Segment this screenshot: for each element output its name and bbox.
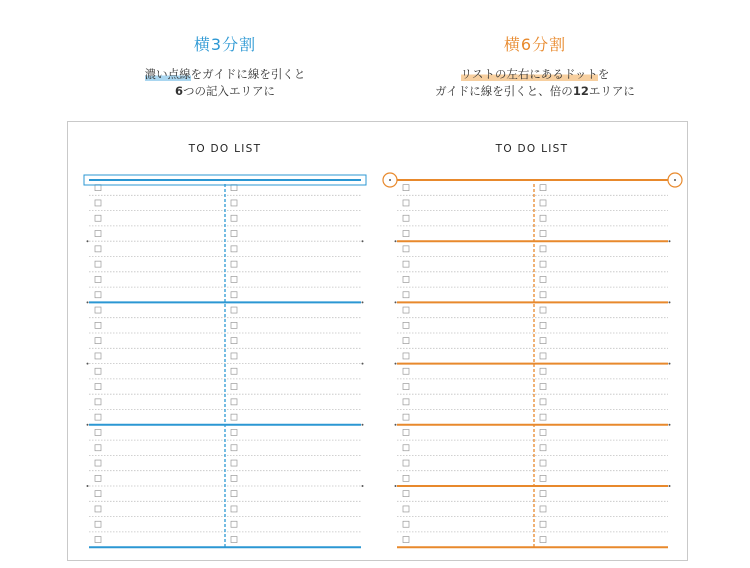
checkbox-icon (540, 307, 546, 313)
guide-dot (87, 363, 89, 365)
checkbox-icon (95, 414, 101, 420)
checkbox-icon (540, 445, 546, 451)
checkbox-icon (95, 475, 101, 481)
guide-dot (674, 179, 676, 181)
checkbox-icon (231, 200, 237, 206)
checkbox-icon (231, 491, 237, 497)
checkbox-icon (540, 292, 546, 298)
checkbox-icon (231, 292, 237, 298)
checkbox-icon (95, 292, 101, 298)
checkbox-icon (403, 322, 409, 328)
checkbox-icon (231, 399, 237, 405)
checkbox-icon (231, 322, 237, 328)
checkbox-icon (540, 491, 546, 497)
checkbox-icon (540, 521, 546, 527)
left-caption-count: 6 (174, 84, 183, 98)
guide-dot (87, 424, 89, 426)
checkbox-icon (540, 429, 546, 435)
checkbox-icon (540, 322, 546, 328)
checkbox-icon (95, 322, 101, 328)
checkbox-icon (231, 353, 237, 359)
checkbox-icon (540, 246, 546, 252)
checkbox-icon (540, 231, 546, 237)
checkbox-icon (95, 537, 101, 543)
right-caption-line2-pre: ガイドに線を引くと、倍の (435, 84, 573, 98)
guide-dot (395, 424, 397, 426)
checkbox-icon (403, 276, 409, 282)
checkbox-icon (403, 353, 409, 359)
checkbox-icon (540, 261, 546, 267)
guide-dot (389, 179, 391, 181)
checkbox-icon (95, 460, 101, 466)
left-caption-highlight: 濃い点線 (144, 67, 191, 81)
checkbox-icon (403, 368, 409, 374)
right-caption-line2-rest: エリアに (588, 84, 635, 98)
right-caption-title: 横6分割 (503, 35, 567, 54)
checkbox-icon (95, 445, 101, 451)
checkbox-icon (403, 521, 409, 527)
checkbox-icon (540, 414, 546, 420)
checkbox-icon (231, 261, 237, 267)
checkbox-icon (403, 231, 409, 237)
right-caption-line1-rest: を (597, 67, 610, 81)
left-caption-title: 横3分割 (193, 35, 257, 54)
checkbox-icon (95, 429, 101, 435)
checkbox-icon (231, 215, 237, 221)
checkbox-icon (95, 215, 101, 221)
left-caption-line1-rest: をガイドに線を引くと (190, 67, 306, 81)
checkbox-icon (231, 185, 237, 191)
checkbox-icon (95, 185, 101, 191)
guide-dot (669, 301, 671, 303)
checkbox-icon (231, 537, 237, 543)
checkbox-icon (403, 399, 409, 405)
right-page-title: TO DO LIST (495, 143, 569, 155)
checkbox-icon (540, 384, 546, 390)
checkbox-icon (540, 185, 546, 191)
checkbox-icon (403, 215, 409, 221)
checkbox-icon (95, 307, 101, 313)
checkbox-icon (403, 292, 409, 298)
checkbox-icon (540, 200, 546, 206)
checkbox-icon (403, 384, 409, 390)
checkbox-icon (95, 399, 101, 405)
checkbox-icon (231, 231, 237, 237)
guide-dot (395, 485, 397, 487)
checkbox-icon (403, 445, 409, 451)
checkbox-icon (540, 353, 546, 359)
guide-dot (669, 363, 671, 365)
guide-dot (395, 301, 397, 303)
checkbox-icon (95, 261, 101, 267)
checkbox-icon (540, 475, 546, 481)
left-caption-line2-rest: つの記入エリアに (183, 84, 275, 98)
checkbox-icon (95, 506, 101, 512)
guide-dot (362, 301, 364, 303)
checkbox-icon (540, 537, 546, 543)
right-caption-count: 12 (572, 84, 589, 98)
checkbox-icon (403, 261, 409, 267)
checkbox-icon (231, 246, 237, 252)
guide-dot (669, 424, 671, 426)
right-caption-highlight: リストの左右にあるドット (460, 67, 598, 81)
checkbox-icon (95, 521, 101, 527)
checkbox-icon (540, 460, 546, 466)
checkbox-icon (540, 215, 546, 221)
checkbox-icon (231, 384, 237, 390)
guide-dot (87, 301, 89, 303)
checkbox-icon (403, 506, 409, 512)
guide-dot (362, 424, 364, 426)
checkbox-icon (540, 399, 546, 405)
checkbox-icon (95, 246, 101, 252)
checkbox-icon (403, 414, 409, 420)
checkbox-icon (403, 475, 409, 481)
checkbox-icon (231, 338, 237, 344)
guide-dot (362, 363, 364, 365)
checkbox-icon (95, 338, 101, 344)
checkbox-icon (403, 200, 409, 206)
checkbox-icon (231, 414, 237, 420)
checkbox-icon (231, 429, 237, 435)
checkbox-icon (403, 460, 409, 466)
checkbox-icon (540, 368, 546, 374)
checkbox-icon (231, 307, 237, 313)
checkbox-icon (95, 491, 101, 497)
checkbox-icon (231, 521, 237, 527)
checkbox-icon (403, 246, 409, 252)
checkbox-icon (540, 506, 546, 512)
left-page-title: TO DO LIST (188, 143, 262, 155)
checkbox-icon (95, 231, 101, 237)
checkbox-icon (95, 200, 101, 206)
checkbox-icon (95, 384, 101, 390)
checkbox-icon (403, 491, 409, 497)
checkbox-icon (95, 353, 101, 359)
checkbox-icon (540, 276, 546, 282)
checkbox-icon (231, 460, 237, 466)
guide-dot (669, 485, 671, 487)
checkbox-icon (403, 307, 409, 313)
checkbox-icon (231, 445, 237, 451)
guide-dot (87, 240, 89, 242)
checkbox-icon (95, 368, 101, 374)
checkbox-icon (403, 537, 409, 543)
guide-dot (395, 363, 397, 365)
guide-dot (362, 485, 364, 487)
checkbox-icon (231, 276, 237, 282)
guide-dot (362, 240, 364, 242)
guide-dot (395, 240, 397, 242)
checkbox-icon (231, 506, 237, 512)
guide-dot (669, 240, 671, 242)
checkbox-icon (231, 368, 237, 374)
checkbox-icon (231, 475, 237, 481)
checkbox-icon (403, 185, 409, 191)
checkbox-icon (403, 429, 409, 435)
checkbox-icon (403, 338, 409, 344)
checkbox-icon (540, 338, 546, 344)
checkbox-icon (95, 276, 101, 282)
guide-dot (87, 485, 89, 487)
